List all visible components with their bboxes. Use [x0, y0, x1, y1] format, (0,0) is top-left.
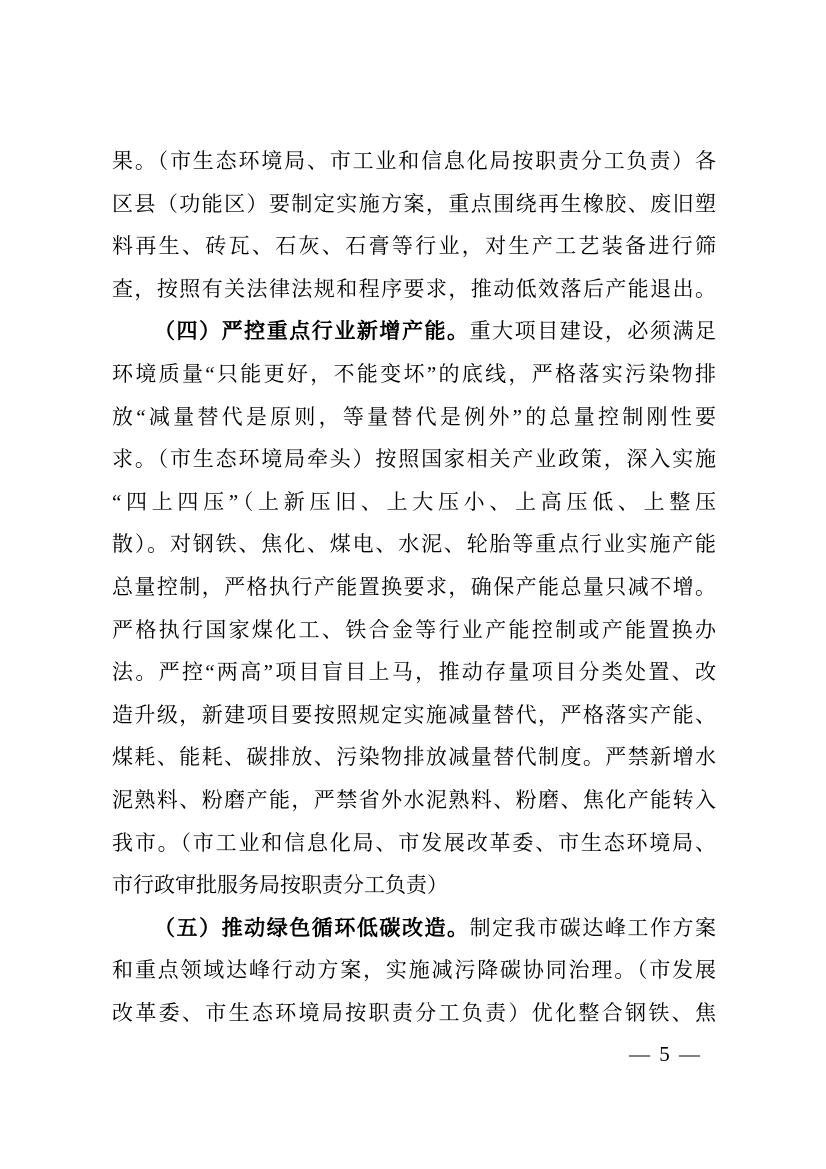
text-segment: 和重点领域达峰行动方案，实施减污降碳协同治理。（市发展 [112, 958, 716, 983]
text-segment: 市行政审批服务局按职责分工负责） [112, 873, 448, 898]
text-segment: 制定我市碳达峰工作方案 [469, 915, 717, 940]
text-line [112, 609, 716, 652]
text-line [112, 396, 716, 439]
text-line [112, 651, 716, 694]
text-segment: 环境质量“只能更好，不能变坏”的底线，严格落实污染物排 [112, 361, 716, 386]
text-line [112, 481, 716, 524]
text-segment: 我市。（市工业和信息化局、市发展改革委、市生态环境局、 [112, 830, 716, 855]
text-line [112, 864, 716, 907]
text-line [112, 225, 716, 268]
text-line [112, 949, 716, 992]
text-line [112, 736, 716, 779]
text-segment: 造升级，新建项目要按照规定实施减量替代，严格落实产能、 [112, 702, 716, 727]
text-line [112, 140, 716, 183]
text-segment: 泥熟料、粉磨产能，严禁省外水泥熟料、粉磨、焦化产能转入 [112, 787, 716, 812]
text-segment: 总量控制，严格执行产能置换要求，确保产能总量只减不增。 [112, 574, 716, 599]
text-line [112, 907, 716, 950]
text-line [112, 566, 716, 609]
text-segment: 煤耗、能耗、碳排放、污染物排放减量替代制度。严禁新增水 [112, 745, 716, 770]
page-number: — 5 — [629, 1042, 702, 1066]
text-line [112, 822, 716, 865]
paragraph-heading: （五）推动绿色循环低碳改造。 [154, 915, 470, 940]
text-segment: 改革委、市生态环境局按职责分工负责）优化整合钢铁、焦 [112, 1000, 716, 1025]
text-line [112, 694, 716, 737]
text-line [112, 779, 716, 822]
text-segment: 法。严控“两高”项目盲目上马，推动存量项目分类处置、改 [112, 660, 716, 685]
text-segment: 区县（功能区）要制定实施方案，重点围绕再生橡胶、废旧塑 [112, 191, 716, 216]
text-segment: 放“减量替代是原则，等量替代是例外”的总量控制刚性要 [112, 404, 716, 429]
text-segment: 求。（市生态环境局牵头）按照国家相关产业政策，深入实施 [112, 447, 716, 472]
paragraph-heading: （四）严控重点行业新增产能。 [154, 319, 470, 344]
text-segment: 查，按照有关法律法规和程序要求，推动低效落后产能退出。 [112, 276, 716, 301]
text-line [112, 183, 716, 226]
text-line [112, 268, 716, 311]
text-line [112, 438, 716, 481]
text-segment: 果。（市生态环境局、市工业和信息化局按职责分工负责）各 [112, 149, 716, 173]
text-line [112, 992, 716, 1035]
document-body [112, 140, 716, 1034]
text-line [112, 310, 716, 353]
text-segment: 料再生、砖瓦、石灰、石膏等行业，对生产工艺装备进行筛 [112, 234, 716, 259]
text-line [112, 523, 716, 566]
text-segment: 重大项目建设，必须满足 [469, 319, 717, 344]
text-segment: 散）。对钢铁、焦化、煤电、水泥、轮胎等重点行业实施产能 [112, 532, 716, 557]
text-segment: “四上四压”（上新压旧、上大压小、上高压低、上整压 [112, 489, 716, 514]
text-segment: 严格执行国家煤化工、铁合金等行业产能控制或产能置换办 [112, 617, 716, 642]
text-line [112, 353, 716, 396]
